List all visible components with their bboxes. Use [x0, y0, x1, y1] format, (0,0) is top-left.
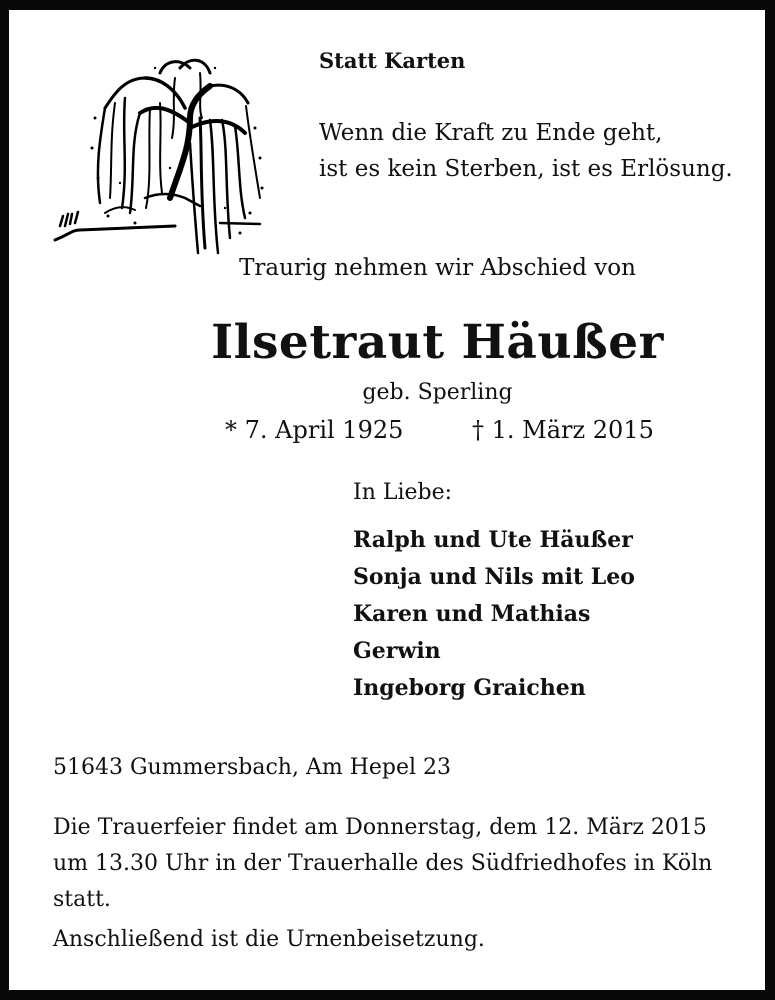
ceremony-details — [53, 810, 733, 918]
ceremony-line: Die Trauerfeier findet am Donnerstag, dem 12. März 2015 — [53, 815, 707, 840]
deceased-name: Ilsetraut Häußer — [211, 315, 664, 370]
intro-text: Traurig nehmen wir Abschied von — [239, 255, 636, 281]
death-date: † 1. März 2015 — [472, 416, 654, 444]
mourner-item: Gerwin — [353, 638, 441, 664]
mourner-item: Ingeborg Graichen — [353, 675, 586, 701]
mourner-item: Ralph und Ute Häußer — [353, 527, 633, 553]
birth-name: geb. Sperling — [362, 380, 513, 405]
ceremony-line: statt. — [53, 887, 111, 912]
header-statt-karten: Statt Karten — [319, 48, 466, 73]
mourner-item: Sonja und Nils mit Leo — [353, 564, 635, 590]
poem-line: Wenn die Kraft zu Ende geht, — [319, 120, 663, 146]
weeping-willow-tree-icon — [50, 48, 270, 258]
birth-date: * 7. April 1925 — [225, 416, 404, 444]
poem-line: ist es kein Sterben, ist es Erlösung. — [319, 156, 733, 182]
ceremony-line: um 13.30 Uhr in der Trauerhalle des Südfriedhofes in Köln — [53, 851, 713, 876]
mourner-item: Karen und Mathias — [353, 601, 591, 627]
urn-burial-note: Anschließend ist die Urnenbeisetzung. — [53, 927, 485, 952]
poem — [319, 115, 733, 187]
address: 51643 Gummersbach, Am Hepel 23 — [53, 755, 452, 780]
mourners-list — [353, 522, 635, 707]
in-love-label: In Liebe: — [353, 480, 453, 505]
